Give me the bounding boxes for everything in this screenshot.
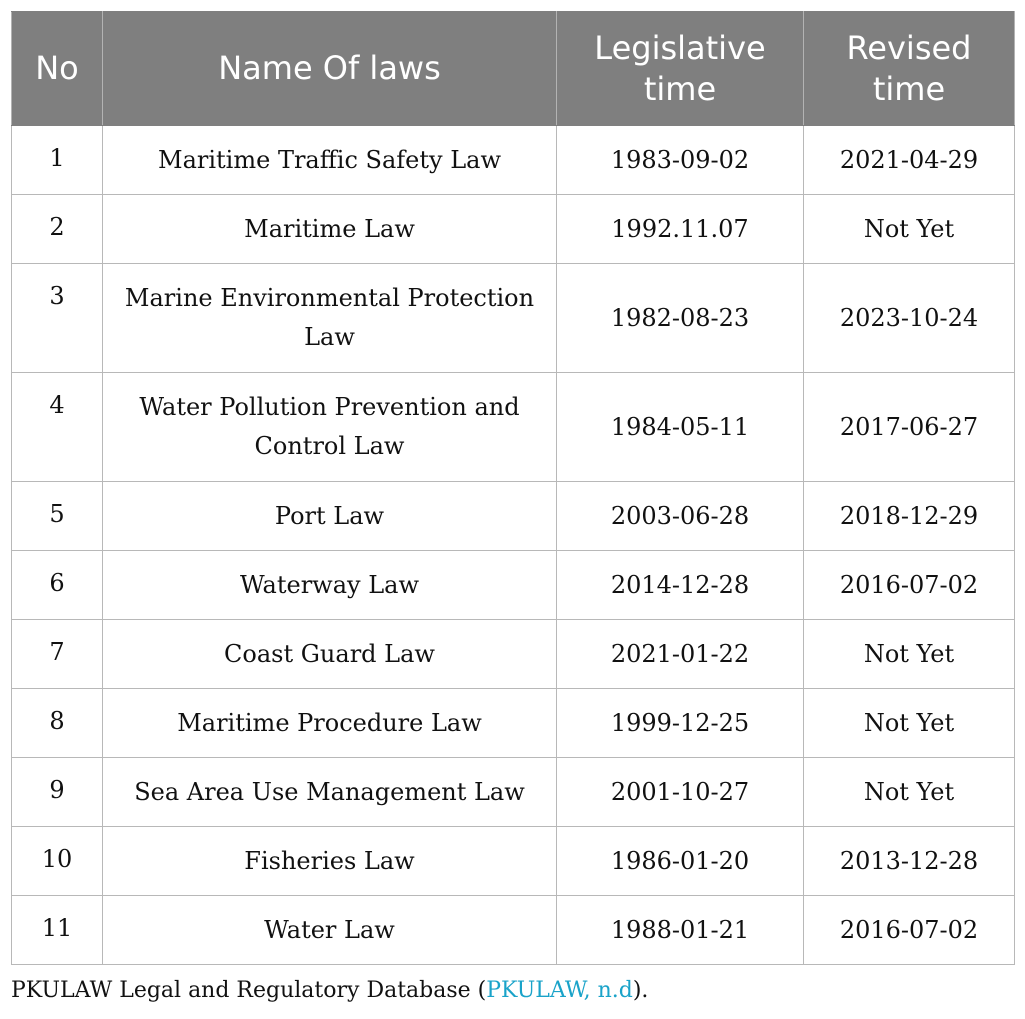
cell-no: 2 — [12, 195, 103, 264]
header-legislative-time: Legislative time — [557, 12, 804, 126]
table-row — [12, 195, 1015, 264]
table-row — [12, 373, 1015, 482]
cell-law-name: Water Pollution Prevention and Control Law — [103, 373, 557, 482]
cell-revised-time: 2023-10-24 — [804, 264, 1015, 373]
cell-legislative-time: 2001-10-27 — [557, 758, 804, 827]
cell-legislative-time: 1984-05-11 — [557, 373, 804, 482]
cell-no: 8 — [12, 689, 103, 758]
cell-law-name: Sea Area Use Management Law — [103, 758, 557, 827]
laws-table-container — [11, 11, 1014, 965]
cell-no: 5 — [12, 482, 103, 551]
table-row — [12, 126, 1015, 195]
cell-legislative-time: 1992.11.07 — [557, 195, 804, 264]
table-header-row — [12, 12, 1015, 126]
cell-revised-time: 2021-04-29 — [804, 126, 1015, 195]
table-source-caption — [11, 978, 648, 1003]
cell-law-name: Maritime Procedure Law — [103, 689, 557, 758]
cell-revised-time: 2016-07-02 — [804, 551, 1015, 620]
cell-no: 10 — [12, 827, 103, 896]
table-row — [12, 689, 1015, 758]
cell-no: 9 — [12, 758, 103, 827]
table-row — [12, 620, 1015, 689]
cell-law-name: Maritime Traffic Safety Law — [103, 126, 557, 195]
table-row — [12, 758, 1015, 827]
cell-legislative-time: 2003-06-28 — [557, 482, 804, 551]
cell-revised-time: 2017-06-27 — [804, 373, 1015, 482]
cell-revised-time: Not Yet — [804, 620, 1015, 689]
cell-legislative-time: 1988-01-21 — [557, 896, 804, 965]
table-row — [12, 896, 1015, 965]
cell-revised-time: Not Yet — [804, 195, 1015, 264]
cell-revised-time: 2018-12-29 — [804, 482, 1015, 551]
cell-law-name: Marine Environmental Protection Law — [103, 264, 557, 373]
cell-legislative-time: 1982-08-23 — [557, 264, 804, 373]
caption-suffix: ). — [632, 978, 649, 1003]
cell-revised-time: 2013-12-28 — [804, 827, 1015, 896]
cell-no: 3 — [12, 264, 103, 373]
cell-no: 11 — [12, 896, 103, 965]
cell-no: 4 — [12, 373, 103, 482]
table-row — [12, 482, 1015, 551]
citation-link[interactable]: PKULAW, n.d — [486, 978, 633, 1003]
table-row — [12, 551, 1015, 620]
caption-prefix: PKULAW Legal and Regulatory Database ( — [11, 978, 487, 1003]
cell-law-name: Maritime Law — [103, 195, 557, 264]
cell-revised-time: Not Yet — [804, 689, 1015, 758]
cell-legislative-time: 1986-01-20 — [557, 827, 804, 896]
cell-law-name: Water Law — [103, 896, 557, 965]
table-row — [12, 827, 1015, 896]
cell-law-name: Fisheries Law — [103, 827, 557, 896]
cell-revised-time: 2016-07-02 — [804, 896, 1015, 965]
header-name-of-laws: Name Of laws — [103, 12, 557, 126]
cell-no: 6 — [12, 551, 103, 620]
header-revised-time: Revised time — [804, 12, 1015, 126]
cell-no: 7 — [12, 620, 103, 689]
cell-revised-time: Not Yet — [804, 758, 1015, 827]
cell-legislative-time: 1983-09-02 — [557, 126, 804, 195]
cell-law-name: Port Law — [103, 482, 557, 551]
cell-no: 1 — [12, 126, 103, 195]
cell-legislative-time: 2014-12-28 — [557, 551, 804, 620]
cell-law-name: Waterway Law — [103, 551, 557, 620]
cell-law-name: Coast Guard Law — [103, 620, 557, 689]
table-row — [12, 264, 1015, 373]
header-no: No — [12, 12, 103, 126]
cell-legislative-time: 1999-12-25 — [557, 689, 804, 758]
cell-legislative-time: 2021-01-22 — [557, 620, 804, 689]
laws-table — [11, 11, 1015, 965]
